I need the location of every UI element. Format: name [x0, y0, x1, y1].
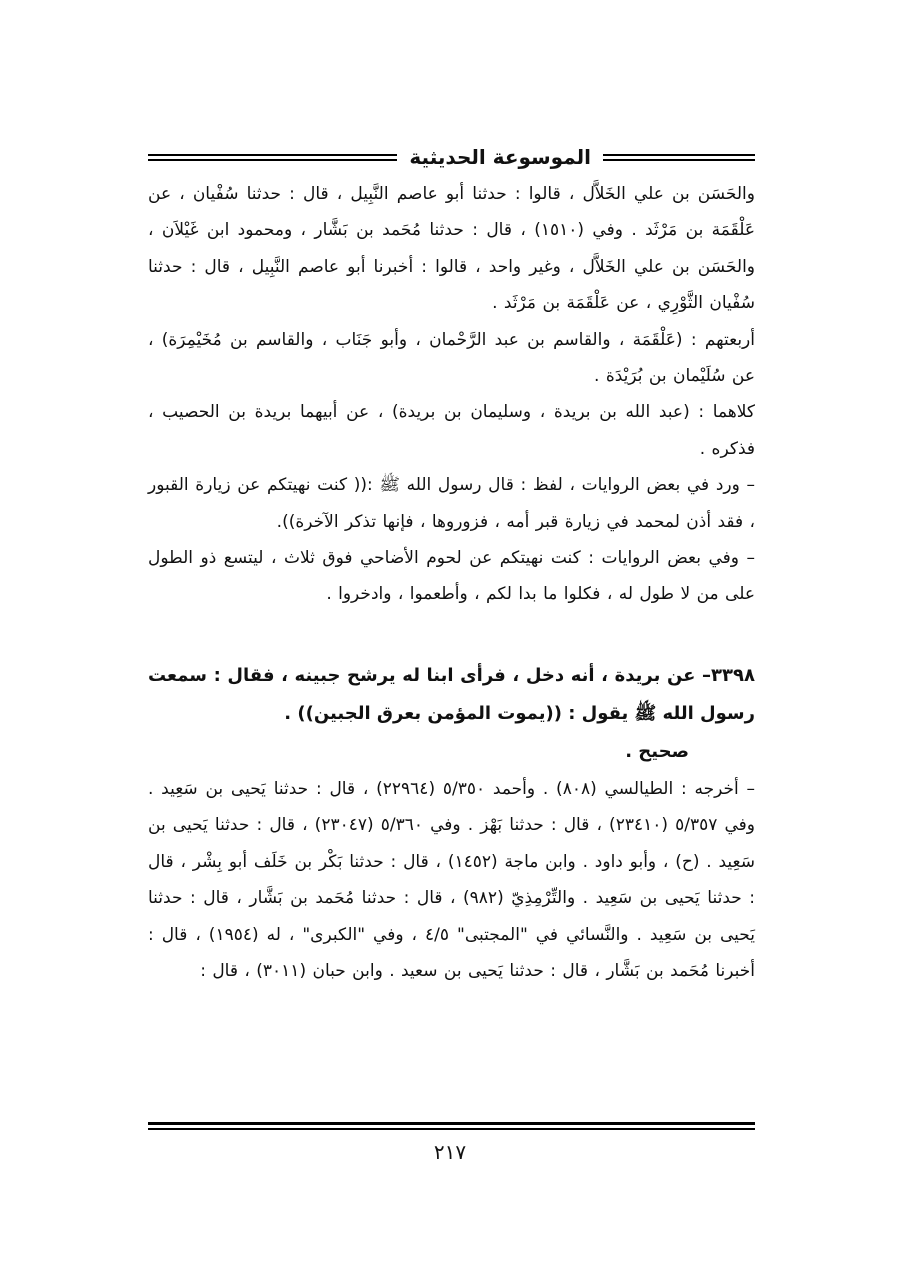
header-rule-left	[148, 154, 397, 161]
header-title: الموسوعة الحديثية	[409, 145, 591, 169]
takhrij-paragraph: – أخرجه : الطيالسي (٨٠٨) . وأحمد ٥/٣٥٠ (٢٢٩٦٤) ، قال : حدثنا يَحيى بن سَعِيد . وفي ٥/٣٥٧ (٢٣٤١٠) ، قال : حدثنا بَهْز . وفي ٥/٣٦٠ (٢٣٠٤٧) ، قال : حدثنا يَحيى بن سَعِيد . (ح) ، وأبو داود . وابن ماجة (١٤٥٢) ، قال : حدثنا بَكْر بن خَلَف أبو بِشْر ، قال : حدثنا يَحيى بن سَعِيد . والتِّرْمِذِيّ (٩٨٢) ، قال : حدثنا مُحَمد بن بَشَّار ، قال : حدثنا يَحيى بن سَعِيد . والنَّسائي في "المجتبى" ٤/٥ ، وفي "الكبرى" ، له (١٩٥٤) ، قال : أخبرنا مُحَمد بن بَشَّار ، قال : حدثنا يَحيى بن سعيد . وابن حبان (٣٠١١) ، قال :	[148, 778, 756, 981]
paragraph-chain-3: كلاهما : (عبد الله بن بريدة ، وسليمان بن بريدة) ، عن أبيهما بريدة بن الحصيب ، فذكره .	[148, 402, 755, 459]
paragraph-variant-1: – ورد في بعض الروايات ، لفظ : قال رسول الله ﷺ :(( كنت نهيتكم عن زيارة القبور ، فقد أذن لمحمد في زيارة قبر أمه ، فزوروها ، فإنها تذكر الآخرة)).	[148, 475, 755, 532]
page-body	[148, 176, 755, 989]
paragraph-chain-1: والحَسَن بن علي الخَلاَّل ، قالوا : حدثنا أبو عاصم النَّبِيل ، قال : حدثنا سُفْيان ، عن عَلْقَمَة بن مَرْثَد . وفي (١٥١٠) ، قال : حدثنا مُحَمد بن بَشَّار ، ومحمود ابن غَيْلاَن ، والحَسَن بن علي الخَلاَّل ، وغير واحد ، قالوا : أخبرنا أبو عاصم النَّبِيل ، قال : حدثنا سُفْيان الثَّوْرِي ، عن عَلْقَمَة بن مَرْثَد .	[148, 184, 755, 314]
paragraph-chain-2: أربعتهم : (عَلْقَمَة ، والقاسم بن عبد الرَّحْمان ، وأبو جَنَاب ، والقاسم بن مُخَيْمِرَة) ، عن سُلَيْمان بن بُرَيْدَة .	[148, 329, 755, 387]
running-header	[148, 140, 755, 174]
page-number: ٢١٧	[433, 1140, 467, 1164]
paragraph-variant-2: – وفي بعض الروايات : كنت نهيتكم عن لحوم الأضاحي فوق ثلاث ، ليتسع ذو الطول على من لا طول له ، فكلوا ما بدا لكم ، وأطعموا ، وادخروا .	[148, 548, 755, 605]
header-rule-right	[603, 154, 755, 161]
footer-rule	[148, 1122, 755, 1130]
hadith-text: ٣٣٩٨– عن بريدة ، أنه دخل ، فرأى ابنا له يرشح جبينه ، فقال : سمعت رسول الله ﷺ يقول : ((يموت المؤمن بعرق الجبين)) .	[148, 664, 755, 724]
hadith-grade: صحيح .	[625, 740, 689, 762]
